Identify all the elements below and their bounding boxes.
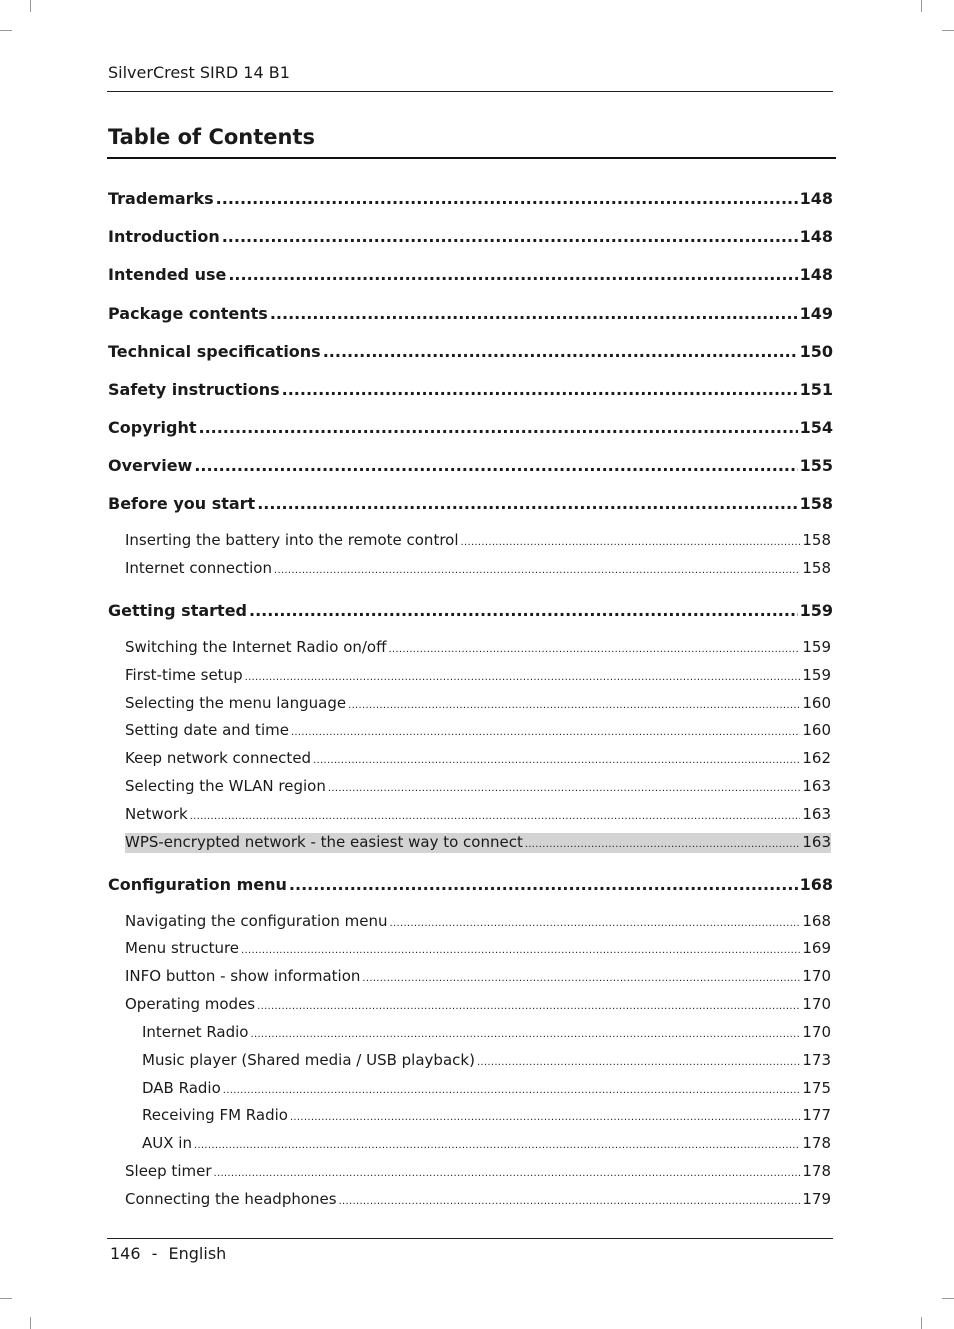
toc-entry-label: Sleep timer (125, 1162, 212, 1180)
toc-entry[interactable] (108, 418, 833, 440)
toc-entry-page: 155 (799, 456, 833, 475)
toc-entry-label: Setting date and time (125, 721, 289, 739)
toc-entry[interactable] (125, 638, 831, 658)
toc-entry-label: Overview (108, 456, 193, 475)
toc-entry-label: Trademarks (108, 189, 214, 208)
toc-entry-page: 160 (802, 694, 831, 712)
dot-leader (194, 456, 797, 475)
title-rule (107, 157, 836, 159)
toc-entry[interactable] (108, 342, 833, 364)
toc-entry-label: Getting started (108, 601, 247, 620)
toc-entry-page: 175 (802, 1079, 831, 1097)
dot-leader (291, 721, 800, 739)
toc-entry-page: 163 (802, 777, 831, 795)
toc-entry-label: Before you start (108, 494, 256, 513)
toc-entry[interactable] (125, 967, 831, 987)
toc-entry-label: Internet connection (125, 559, 272, 577)
toc-entry-label: Copyright (108, 418, 197, 437)
toc-entry[interactable] (142, 1023, 831, 1043)
toc-entry-label: AUX in (142, 1134, 192, 1152)
toc-entry-label: INFO button - show information (125, 967, 361, 985)
toc-entry[interactable] (142, 1134, 831, 1154)
dot-leader (194, 1134, 800, 1152)
toc-entry-page: 179 (802, 1190, 831, 1208)
toc-entry-label: Connecting the headphones (125, 1190, 337, 1208)
dot-leader (289, 875, 798, 894)
toc-entry-page: 159 (802, 638, 831, 656)
dot-leader (270, 304, 798, 323)
toc-entry[interactable] (125, 721, 831, 741)
toc-entry-page: 163 (802, 805, 831, 823)
dot-leader (282, 380, 798, 399)
toc-entry-label: Switching the Internet Radio on/off (125, 638, 387, 656)
toc-entry-page: 170 (802, 1023, 831, 1041)
toc-entry-label: Operating modes (125, 995, 256, 1013)
toc-entry[interactable] (142, 1051, 831, 1071)
toc-entry-page: 173 (802, 1051, 831, 1069)
toc-entry-page: 178 (802, 1134, 831, 1152)
dot-leader (257, 494, 797, 513)
toc-entry[interactable] (108, 189, 833, 211)
dot-leader (290, 1106, 800, 1124)
toc-entry-page: 150 (799, 342, 833, 361)
toc-entry[interactable] (108, 494, 833, 516)
toc-entry-label: Configuration menu (108, 875, 287, 894)
page-footer (110, 1244, 226, 1263)
toc-entry[interactable] (108, 265, 833, 287)
footer-language: English (168, 1244, 227, 1263)
toc-entry[interactable] (125, 749, 831, 769)
toc-entry-page: 170 (802, 995, 831, 1013)
dot-leader (190, 805, 801, 823)
toc-entry[interactable] (108, 304, 833, 326)
toc-entry-label: DAB Radio (142, 1079, 221, 1097)
dot-leader (250, 1023, 800, 1041)
toc-entry[interactable] (125, 939, 831, 959)
page-number: 146 (110, 1244, 141, 1263)
toc-entry-page: 160 (802, 721, 831, 739)
crop-mark (942, 30, 954, 31)
toc-entry-page: 149 (799, 304, 833, 323)
toc-entry[interactable] (108, 456, 833, 478)
toc-entry-page: 158 (799, 494, 833, 513)
toc-entry-label: Selecting the menu language (125, 694, 347, 712)
toc-entry[interactable] (125, 833, 831, 853)
toc-entry[interactable] (125, 912, 831, 932)
toc-entry-page: 148 (799, 227, 833, 246)
toc-entry-label: Safety instructions (108, 380, 280, 399)
dot-leader (245, 666, 801, 684)
toc-entry-page: 148 (799, 189, 833, 208)
toc-entry-label: Introduction (108, 227, 220, 246)
toc-entry-label: Intended use (108, 265, 227, 284)
footer-rule (107, 1238, 833, 1239)
toc-entry[interactable] (108, 875, 833, 897)
dot-leader (313, 749, 800, 767)
dot-leader (214, 1162, 801, 1180)
toc-entry-page: 178 (802, 1162, 831, 1180)
toc-entry[interactable] (108, 227, 833, 249)
toc-entry-page: 170 (802, 967, 831, 985)
toc-entry-label: First-time setup (125, 666, 243, 684)
toc-entry-label: Menu structure (125, 939, 240, 957)
toc-entry[interactable] (108, 601, 833, 623)
dot-leader (388, 638, 800, 656)
toc-entry[interactable] (125, 666, 831, 686)
toc-entry-page: 168 (802, 912, 831, 930)
footer-separator: - (151, 1244, 158, 1263)
toc-entry-page: 154 (799, 418, 833, 437)
toc-entry-label: Navigating the configuration menu (125, 912, 388, 930)
toc-entry-label: WPS-encrypted network - the easiest way to connect (125, 833, 523, 851)
dot-leader (362, 967, 800, 985)
toc-entry-label: Music player (Shared media / USB playback) (142, 1051, 475, 1069)
toc-entry-page: 177 (802, 1106, 831, 1124)
dot-leader (216, 189, 798, 208)
toc-entry-page: 163 (802, 833, 831, 851)
running-header: SilverCrest SIRD 14 B1 (108, 63, 290, 82)
dot-leader (339, 1190, 801, 1208)
toc-entry[interactable] (142, 1079, 831, 1099)
dot-leader (223, 1079, 801, 1097)
dot-leader (525, 833, 801, 851)
toc-entry[interactable] (125, 1162, 831, 1182)
crop-mark (942, 1298, 954, 1299)
dot-leader (390, 912, 801, 930)
toc-entry-label: Network (125, 805, 188, 823)
dot-leader (228, 265, 797, 284)
header-rule (107, 91, 833, 92)
dot-leader (348, 694, 800, 712)
crop-mark (921, 0, 922, 12)
toc-entry-page: 158 (802, 559, 831, 577)
dot-leader (198, 418, 797, 437)
page-title: Table of Contents (108, 125, 316, 149)
toc-entry-page: 148 (799, 265, 833, 284)
toc-entry-label: Selecting the WLAN region (125, 777, 326, 795)
toc-entry-page: 169 (802, 939, 831, 957)
toc-entry[interactable] (125, 531, 831, 551)
crop-mark (0, 30, 12, 31)
toc-entry[interactable] (108, 380, 833, 402)
toc-entry-page: 159 (802, 666, 831, 684)
toc-entry-page: 159 (799, 601, 833, 620)
toc-entry-page: 168 (799, 875, 833, 894)
toc-entry-label: Keep network connected (125, 749, 312, 767)
dot-leader (241, 939, 800, 957)
toc-entry[interactable] (125, 805, 831, 825)
crop-mark (0, 1298, 12, 1299)
toc-entry-page: 162 (802, 749, 831, 767)
crop-mark (921, 1317, 922, 1329)
toc-entry[interactable] (125, 777, 831, 797)
dot-leader (328, 777, 801, 795)
toc-entry-label: Inserting the battery into the remote control (125, 531, 459, 549)
toc-entry[interactable] (125, 694, 831, 714)
toc-entry[interactable] (125, 995, 831, 1015)
dot-leader (274, 559, 800, 577)
dot-leader (222, 227, 798, 246)
toc-entry-label: Technical specifications (108, 342, 321, 361)
toc-entry[interactable] (125, 1190, 831, 1210)
toc-entry-label: Package contents (108, 304, 268, 323)
dot-leader (323, 342, 798, 361)
crop-mark (30, 0, 31, 12)
crop-mark (30, 1317, 31, 1329)
dot-leader (249, 601, 798, 620)
toc-entry[interactable] (125, 559, 831, 579)
toc-entry-page: 151 (799, 380, 833, 399)
toc-entry-label: Receiving FM Radio (142, 1106, 288, 1124)
dot-leader (477, 1051, 800, 1069)
toc-entry-page: 158 (802, 531, 831, 549)
dot-leader (461, 531, 801, 549)
toc-entry-label: Internet Radio (142, 1023, 249, 1041)
dot-leader (257, 995, 800, 1013)
toc-entry[interactable] (142, 1106, 831, 1126)
